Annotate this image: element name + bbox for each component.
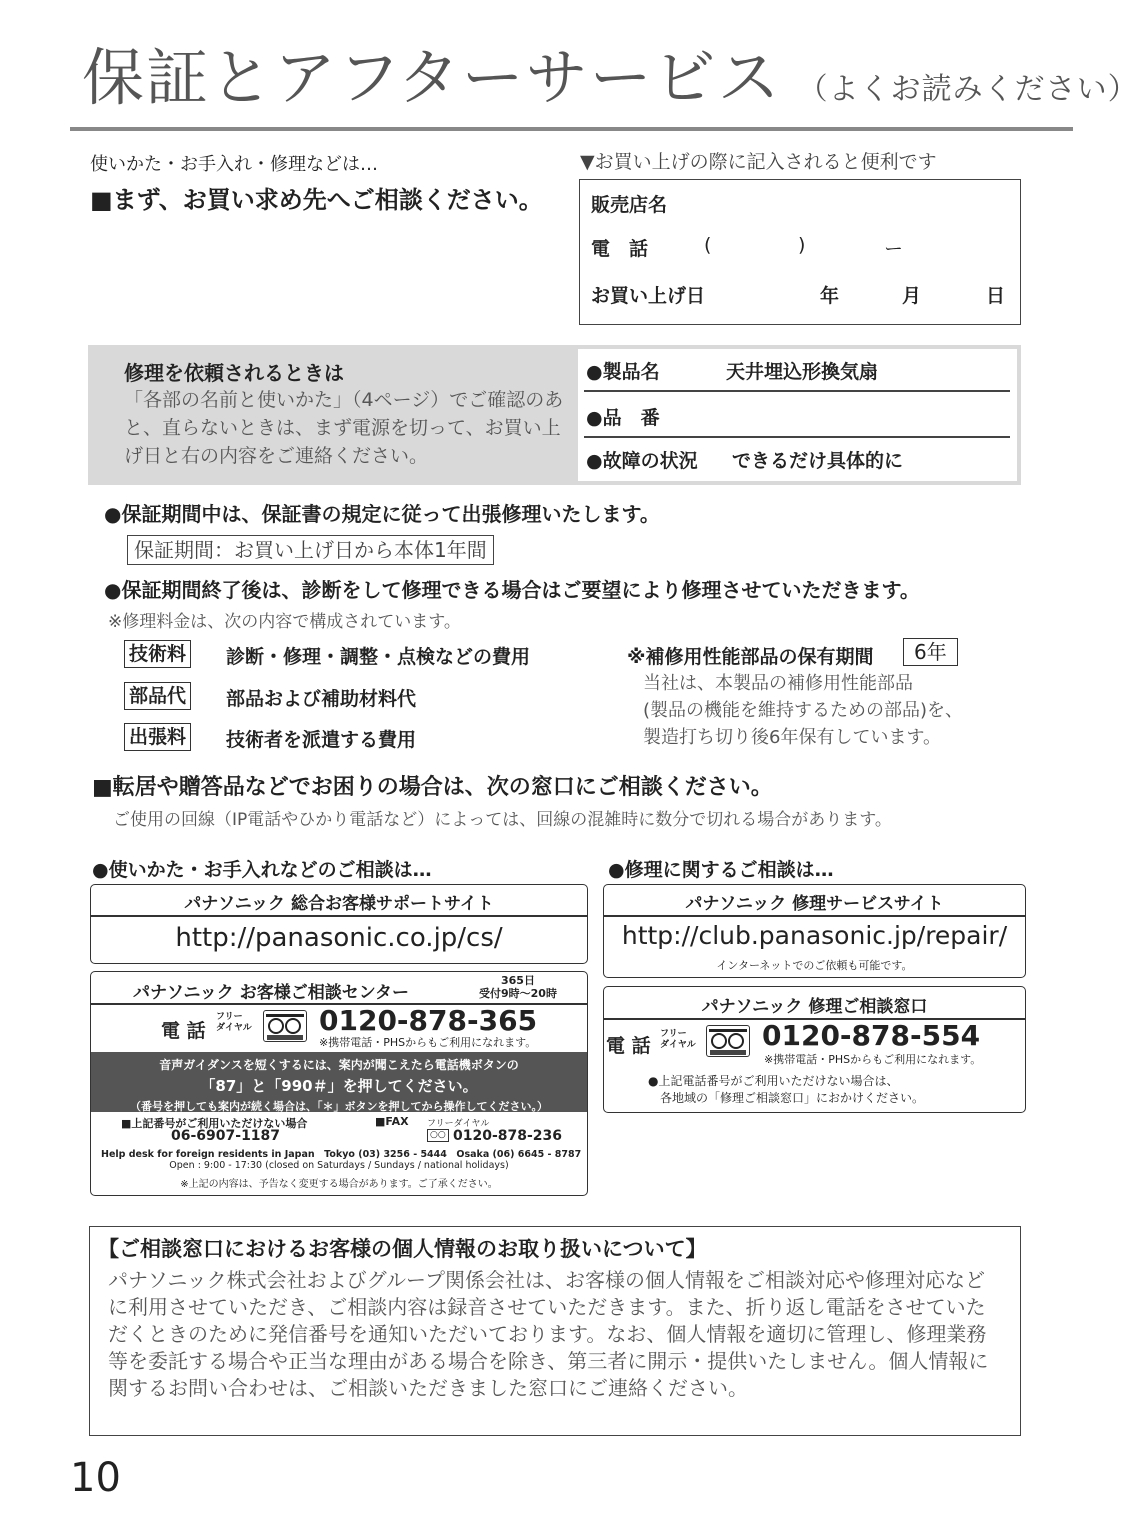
repair-mobile-note: ※携帯電話・PHSからもご利用になれます。 — [764, 1053, 982, 1066]
parts-line: (製品の機能を維持するための部品)を、 — [643, 700, 964, 721]
privacy-heading: 【ご相談窓口におけるお客様の個人情報のお取り扱いについて】 — [98, 1237, 707, 1261]
memo-caption: ▼お買い上げの際に記入されると便利です — [580, 151, 937, 173]
form-line — [584, 390, 1010, 392]
fax-number[interactable]: 0120-878-236 — [453, 1128, 563, 1144]
fax-label: ■FAX — [375, 1115, 409, 1128]
foreign-desk: Help desk for foreign residents in Japan Tokyo (03) 3256 - 5444 Osaka (06) 6645 - 8787 — [101, 1149, 582, 1160]
parts-heading: ※補修用性能部品の保有期間 — [627, 646, 874, 668]
freedial-logo-icon — [263, 1010, 307, 1042]
intro-small: 使いかた・お手入れ・修理などは… — [90, 154, 378, 175]
form-line — [584, 436, 1010, 438]
tel-label: 電 話 — [606, 1035, 651, 1057]
shop-label: 販売店名 — [591, 194, 668, 216]
memo-box — [579, 179, 1021, 325]
box-divider — [91, 915, 587, 917]
repair-site-box — [603, 884, 1026, 978]
tel-label: 電 話 — [161, 1020, 206, 1042]
repair-form — [578, 349, 1017, 481]
month-label: 月 — [902, 285, 922, 307]
model-label: ●品 番 — [586, 407, 660, 429]
right-col-heading: ●修理に関するご相談は… — [608, 859, 834, 881]
dial-text: ダイヤル — [660, 1040, 696, 1050]
tel-paren-close: ) — [798, 234, 806, 256]
box-divider — [604, 915, 1025, 917]
tel-paren-open: ( — [704, 234, 712, 256]
repair-site-url[interactable]: http://club.panasonic.jp/repair/ — [621, 921, 1008, 950]
free-dial-text — [660, 1029, 696, 1051]
repair-window-box — [603, 986, 1026, 1113]
fax-freedial-icon: ○○ — [427, 1129, 449, 1142]
fee-desc-tech: 診断・修理・調整・点検などの費用 — [226, 646, 531, 668]
center-hours — [479, 974, 557, 1000]
fallback-line1: ●上記電話番号がご利用いただけない場合は、 — [648, 1074, 899, 1088]
fax-free-label: フリーダイヤル — [427, 1119, 490, 1129]
guidance-line1: 音声ガイダンスを短くするには、案内が聞こえたら電話機ボタンの — [159, 1058, 519, 1072]
page-number: 10 — [70, 1455, 121, 1501]
alt-number[interactable]: 06-6907-1187 — [171, 1128, 281, 1144]
fallback-line2: 各地域の「修理ご相談窓口」におかけください。 — [660, 1091, 925, 1105]
guidance-band — [91, 1052, 587, 1112]
page-title: 保証とアフターサービス （よくお読みください） — [82, 41, 1139, 114]
repair-body: 「各部の名前と使いかた」（4ページ）でご確認のあと、直らないときは、まず電源を切って、お買い上げ日と右の内容をご連絡ください。 — [124, 389, 564, 467]
product-label: ●製品名 — [586, 361, 660, 383]
repair-heading: 修理を依頼されるときは — [124, 361, 344, 385]
free-text: フリー — [216, 1012, 243, 1022]
day-label: 日 — [986, 285, 1006, 307]
center-mobile-note: ※携帯電話・PHSからもご利用になれます。 — [319, 1036, 537, 1049]
fee-label-travel: 出張料 — [124, 723, 191, 751]
intro-big: ■まず、お買い求め先へご相談ください。 — [90, 186, 543, 214]
change-note: ※上記の内容は、予告なく変更する場合があります。ご了承ください。 — [180, 1179, 498, 1190]
guidance-line2: 「87」と「990＃」を押してください。 — [200, 1077, 478, 1095]
support-site-title: パナソニック 総合お客様サポートサイト — [184, 894, 494, 914]
parts-years: 6年 — [903, 638, 958, 666]
center-time: 受付9時〜20時 — [479, 987, 557, 1000]
dial-text: ダイヤル — [216, 1023, 252, 1033]
privacy-box — [89, 1226, 1021, 1436]
center-phone[interactable]: 0120-878-365 — [319, 1004, 538, 1037]
title-rule — [70, 127, 1073, 131]
repair-phone[interactable]: 0120-878-554 — [762, 1019, 981, 1052]
fee-desc-travel: 技術者を派遣する費用 — [226, 729, 417, 751]
free-text: フリー — [660, 1029, 687, 1039]
guidance-line3: （番号を押しても案内が続く場合は、「＊」ボタンを押してから操作してください。） — [130, 1100, 548, 1113]
warranty-period-box: 保証期間：お買い上げ日から本体1年間 — [127, 535, 494, 565]
fee-label-tech: 技術料 — [124, 640, 191, 668]
parts-line: 当社は、本製品の補修用性能部品 — [643, 673, 913, 694]
date-label: お買い上げ日 — [591, 285, 706, 307]
repair-fallback — [648, 1073, 924, 1107]
fee-note: ※修理料金は、次の内容で構成されています。 — [108, 612, 461, 632]
open-hours: Open : 9:00 - 17:30 (closed on Saturdays / Sundays / national holidays) — [169, 1160, 509, 1171]
left-col-heading: ●使いかた・お手入れなどのご相談は… — [92, 859, 432, 881]
moving-heading: ■転居や贈答品などでお困りの場合は、次の窓口にご相談ください。 — [92, 775, 773, 800]
repair-site-note: インターネットでのご依頼も可能です。 — [716, 959, 913, 972]
freedial-logo-icon — [706, 1025, 750, 1057]
warranty-in-period: ●保証期間中は、保証書の規定に従って出張修理いたします。 — [104, 502, 660, 526]
free-dial-text — [216, 1012, 252, 1034]
support-site-url[interactable]: http://panasonic.co.jp/cs/ — [175, 923, 503, 953]
repair-site-title: パナソニック 修理サービスサイト — [685, 894, 944, 914]
page-subtitle: （よくお読みください） — [797, 72, 1139, 107]
fault-label: ●故障の状況 — [586, 450, 698, 472]
tel-label: 電 話 — [591, 238, 649, 260]
parts-body — [643, 670, 963, 751]
consult-center-box — [90, 971, 588, 1196]
repair-window-title: パナソニック 修理ご相談窓口 — [701, 997, 928, 1017]
fee-desc-parts: 部品および補助材料代 — [226, 688, 417, 710]
year-label: 年 — [820, 285, 840, 307]
alt-label: ■上記番号がご利用いただけない場合 — [121, 1117, 308, 1130]
parts-line: 製造打ち切り後6年保有しています。 — [643, 727, 942, 748]
warranty-after-period: ●保証期間終了後は、診断をして修理できる場合はご要望により修理させていただきます。 — [104, 578, 920, 602]
center-title: パナソニック お客様ご相談センター — [133, 983, 410, 1003]
fee-label-parts: 部品代 — [124, 682, 191, 710]
fault-value: できるだけ具体的に — [732, 450, 904, 472]
product-value: 天井埋込形換気扇 — [726, 361, 879, 383]
privacy-body: パナソニック株式会社およびグループ関係会社は、お客様の個人情報をご相談対応や修理対応などに利用させていただき、ご相談内容は録音させていただきます。また、折り返し電話をさせていただくときのために発信番号を通知いただいております。なお、個人情報を適切に管理し、修理業務等を委託する場合や正当な理由がある場合を除き、第三者に開示・提供いたしません。個人情報に関するお問い合わせは、ご相談いただきました窓口にご連絡ください。 — [108, 1268, 989, 1400]
moving-note: ご使用の回線（IP電話やひかり電話など）によっては、回線の混雑時に数分で切れる場合があります。 — [113, 810, 892, 830]
support-site-box — [90, 884, 588, 964]
center-days: 365日 — [501, 974, 535, 987]
tel-dash: ー — [884, 238, 904, 260]
